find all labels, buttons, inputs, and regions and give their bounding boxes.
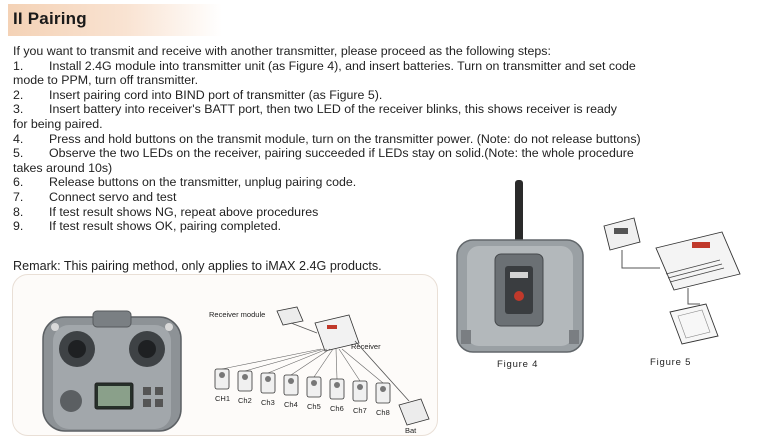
step-number: 9. (13, 219, 24, 234)
channel-label: Ch8 (376, 408, 390, 417)
channel-label: Ch3 (261, 398, 275, 407)
battery-icon (399, 399, 429, 425)
step-text: Insert battery into receiver's BATT port, then two LED of the receiver blinks, this shows receiver is ready (49, 102, 617, 117)
step-number: 2. (13, 87, 24, 102)
battery-label: Bat (405, 426, 417, 435)
figure-4-caption: Figure 4 (497, 359, 539, 370)
step-text: Observe the two LEDs on the receiver, pairing succeeded if LEDs stay on solid.(Note: the whole procedure (49, 146, 634, 161)
step-item (13, 190, 751, 205)
step-text: Press and hold buttons on the transmit module, turn on the transmitter power. (Note: do not release buttons) (49, 131, 641, 146)
step-text: If test result shows OK, pairing completed. (49, 219, 282, 234)
channel-label: CH1 (215, 394, 231, 403)
channel-label: Ch5 (307, 402, 321, 411)
intro-text: If you want to transmit and receive with another transmitter, please proceed as the following steps: (13, 44, 551, 58)
figure-5-illustration (600, 212, 750, 354)
step-text: Install 2.4G module into transmitter unit (as Figure 4), and insert batteries. Turn on transmitter and set code (49, 58, 636, 73)
receiver-module-icon (277, 307, 303, 325)
section-title: II Pairing (13, 9, 87, 28)
channel-label: Ch4 (284, 400, 298, 409)
step-text-continued: mode to PPM, turn off transmitter. (13, 73, 199, 88)
step-list (13, 59, 751, 234)
receiver-wiring-illustration (209, 303, 433, 435)
step-text: Connect servo and test (49, 189, 177, 204)
remark-text: Remark: This pairing method, only applies to iMAX 2.4G products. (13, 259, 382, 273)
step-text: If test result shows NG, repeat above procedures (49, 204, 319, 219)
instructions (13, 44, 751, 234)
step-item (13, 175, 751, 190)
wiring-diagram-panel (12, 274, 438, 436)
step-item (13, 132, 751, 147)
step-item (13, 59, 751, 74)
step-text: Insert pairing cord into BIND port of transmitter (as Figure 5). (49, 87, 383, 102)
step-item (13, 102, 751, 117)
step-number: 4. (13, 131, 24, 146)
transmitter-illustration (37, 305, 187, 433)
channel-label: Ch2 (238, 396, 252, 405)
step-number: 7. (13, 189, 24, 204)
servo-group (215, 349, 390, 417)
servo-icon (307, 349, 333, 397)
step-number: 3. (13, 102, 24, 117)
step-text-continued: takes around 10s) (13, 160, 113, 175)
step-number: 6. (13, 175, 24, 190)
step-item (13, 88, 751, 103)
servo-icon (330, 349, 344, 399)
channel-label: Ch7 (353, 406, 367, 415)
channel-label: Ch6 (330, 404, 344, 413)
figure-5-caption: Figure 5 (650, 357, 692, 368)
step-number: 1. (13, 58, 24, 73)
step-item (13, 146, 751, 161)
step-number: 8. (13, 204, 24, 219)
step-text: Release buttons on the transmitter, unplug pairing code. (49, 175, 357, 190)
figure-4-illustration (455, 180, 585, 356)
receiver-label: Receiver (351, 342, 381, 351)
step-number: 5. (13, 146, 24, 161)
receiver-module-label: Receiver module (209, 310, 266, 319)
step-text-continued: for being paired. (13, 116, 103, 131)
